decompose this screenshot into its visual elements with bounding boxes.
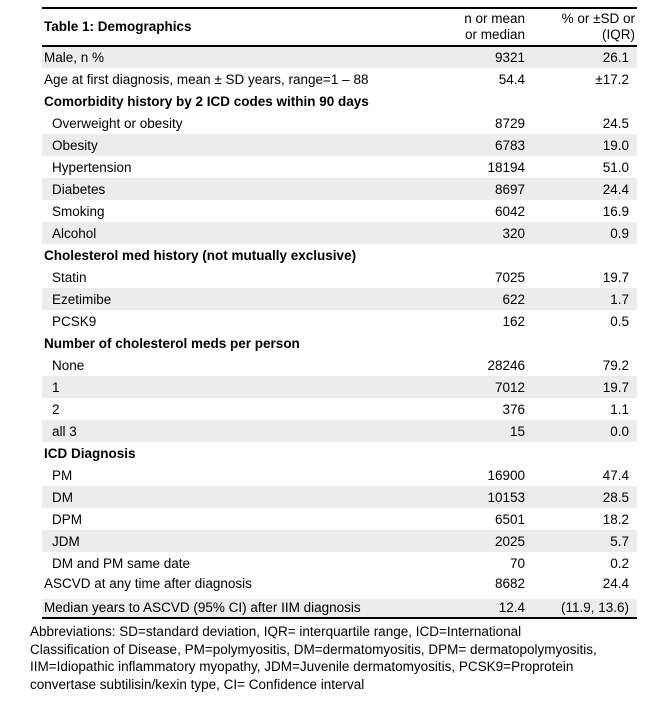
table-row [42,332,637,354]
row-n-value: 6501 [494,511,525,527]
row-label: ASCVD at any time after diagnosis [44,576,252,592]
row-n-value: 10153 [432,486,527,508]
table-row [42,156,637,178]
table-title: Table 1: Demographics [42,8,432,46]
table-row [42,244,637,266]
row-n-value: 2025 [432,530,527,552]
row-label: 1 [42,376,432,398]
row-pct-value: 79.2 [602,357,629,373]
table-row [42,376,637,398]
row-n-value: 8729 [494,115,525,131]
footnote-line: Abbreviations: SD=standard deviation, IQR= interquartile range, ICD=International [30,624,522,639]
table-row [42,112,637,134]
table-header [42,8,637,46]
row-pct-value: 24.4 [527,178,637,200]
section-header-label: Comorbidity history by 2 ICD codes within 90 days [44,93,369,109]
row-label: Ezetimibe [42,288,432,310]
footnote-line: IIM=Idiopathic inflammatory myopathy, JDM=Juvenile dermatomyositis, PCSK9=Proprotein [30,659,574,674]
table-row [42,464,637,486]
row-label: DM [42,486,432,508]
row-n-value: 6042 [494,203,525,219]
row-pct-value [527,332,637,354]
row-n-value: 8682 [494,576,525,592]
row-pct-value: 1.7 [527,288,637,310]
row-n-value: 8697 [432,178,527,200]
table-row [42,266,637,288]
table-row [42,178,637,200]
demographics-table [42,7,637,619]
table-body [42,46,637,618]
table-row [42,200,637,222]
row-pct-value: ±17.2 [595,71,629,87]
row-pct-value [527,244,637,266]
table-row [42,574,637,596]
row-pct-value [527,90,637,112]
row-pct-value: 19.0 [527,134,637,156]
row-label: JDM [42,530,432,552]
footnote-line: Classification of Disease, PM=polymyositis, DM=dermatomyositis, DPM= dermatopolymyositis, [30,641,597,657]
row-n-value: 70 [509,555,525,571]
abbreviations-footnote [30,623,644,693]
table-row [42,486,637,508]
row-n-value: 622 [432,288,527,310]
row-pct-value [527,442,637,464]
row-label: 2 [52,401,60,417]
section-header-label: Cholesterol med history (not mutually exclusive) [44,247,357,263]
row-n-value: 54.4 [498,71,525,87]
row-n-value: 7025 [494,269,525,285]
row-n-value: 9321 [432,46,527,68]
row-pct-value: 24.4 [602,576,629,592]
row-pct-value: 0.9 [527,222,637,244]
row-n-value: 162 [502,313,525,329]
row-label: DPM [52,511,82,527]
table-row [42,398,637,420]
row-label: PM [52,467,73,483]
section-header-label: Number of cholesterol meds per person [44,335,300,351]
row-pct-value: 19.7 [602,269,629,285]
row-n-value [432,90,527,112]
row-n-value: 16900 [487,467,525,483]
col-header-pct-line2: (IQR) [602,27,635,42]
row-n-value: 15 [432,420,527,442]
row-label: Median years to ASCVD (95% CI) after IIM diagnosis [42,596,432,618]
row-n-value: 12.4 [432,596,527,618]
table-row [42,222,637,244]
row-pct-value: 28.5 [527,486,637,508]
section-header-label: ICD Diagnosis [44,445,136,461]
col-header-pct-line1: % or ±SD or [561,11,635,26]
table-row [42,46,637,68]
col-header-n [432,8,527,46]
row-pct-value: 47.4 [602,467,629,483]
row-label: PCSK9 [52,313,97,329]
row-label: Diabetes [42,178,432,200]
row-label: None [52,357,85,373]
row-n-value [432,244,527,266]
col-header-pct [527,8,637,46]
row-n-value [432,442,527,464]
row-pct-value: 18.2 [602,511,629,527]
col-header-n-line2: or median [464,27,525,42]
row-label: Obesity [42,134,432,156]
table-row [42,442,637,464]
row-label: Male, n % [42,46,432,68]
table-row [42,596,637,618]
table-row [42,68,637,90]
row-n-value: 7012 [432,376,527,398]
row-label: Smoking [52,203,105,219]
row-pct-value: 26.1 [527,46,637,68]
row-pct-value: 16.9 [602,203,629,219]
row-pct-value: 1.1 [610,401,629,417]
table-row [42,530,637,552]
table-row [42,134,637,156]
table-row [42,552,637,574]
header-row [42,8,637,46]
row-label: Age at first diagnosis, mean ± SD years, range=1 – 88 [44,71,369,87]
table-row [42,508,637,530]
table-row [42,90,637,112]
row-n-value: 6783 [432,134,527,156]
row-label: all 3 [42,420,432,442]
table-row [42,420,637,442]
table-row [42,310,637,332]
row-pct-value: 19.7 [527,376,637,398]
col-header-n-line1: n or mean [464,11,525,26]
row-n-value: 320 [432,222,527,244]
row-label: Overweight or obesity [52,115,183,131]
row-label: Alcohol [42,222,432,244]
row-pct-value: 24.5 [602,115,629,131]
row-label: Hypertension [52,159,132,175]
table-row [42,288,637,310]
row-pct-value: 0.2 [610,555,629,571]
row-label: DM and PM same date [52,555,191,571]
row-n-value: 376 [502,401,525,417]
row-n-value: 18194 [487,159,525,175]
row-label: Statin [52,269,87,285]
row-pct-value: 5.7 [527,530,637,552]
row-pct-value: 0.0 [527,420,637,442]
row-pct-value: 51.0 [602,159,629,175]
row-n-value [432,332,527,354]
row-pct-value: 0.5 [610,313,629,329]
table-row [42,354,637,376]
row-n-value: 28246 [487,357,525,373]
row-pct-value: (11.9, 13.6) [527,596,637,618]
footnote-line: convertase subtilisin/kexin type, CI= Confidence interval [30,676,365,692]
